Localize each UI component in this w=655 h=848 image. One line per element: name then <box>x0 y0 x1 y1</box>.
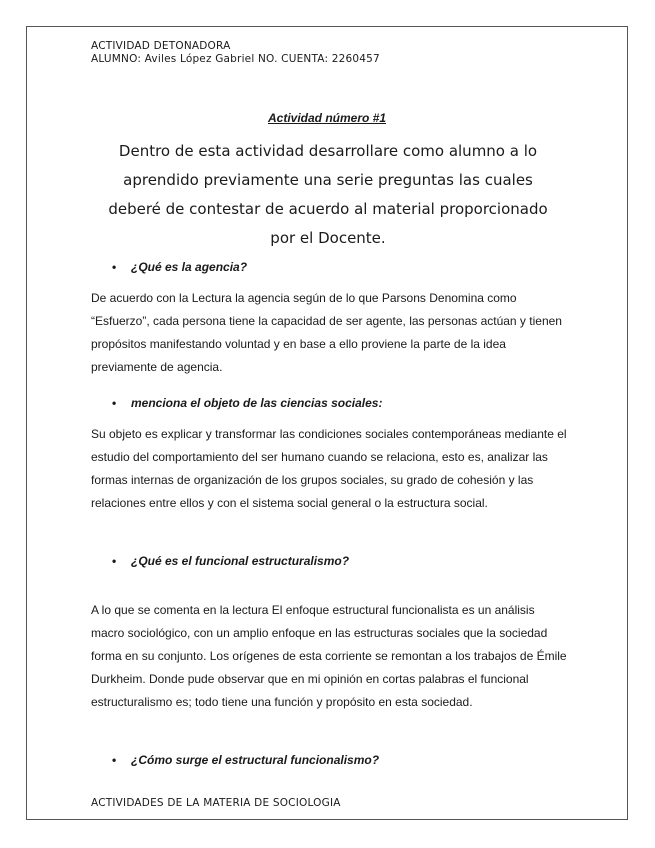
bullet-icon: • <box>112 260 117 274</box>
question-agencia <box>112 260 247 274</box>
question-text: ¿Cómo surge el estructural funcionalismo? <box>131 753 380 767</box>
question-text: ¿Qué es el funcional estructuralismo? <box>131 554 350 568</box>
activity-title: Actividad número #1 <box>267 111 387 125</box>
header-activity-line: ACTIVIDAD DETONADORA <box>91 40 231 52</box>
document-footer: ACTIVIDADES DE LA MATERIA DE SOCIOLOGIA <box>91 797 341 809</box>
bullet-icon: • <box>112 396 117 410</box>
intro-paragraph: Dentro de esta actividad desarrollare como alumno a lo aprendido previamente una serie preguntas las cuales deberé de contestar de acuerdo al material proporcionado por el Docente. <box>108 142 548 247</box>
document-page <box>26 26 628 820</box>
bullet-icon: • <box>112 753 117 767</box>
answer-funcional-estructuralismo: A lo que se comenta en la lectura El enfoque estructural funcionalista es un análisis macro sociológico, con un amplio enfoque en las estructuras sociales que la sociedad forma en su conjunto. Los orígenes de esta corriente se remontan a los trabajos de Émile Durkheim. Donde pude observar que en mi opinión en cortas palabras el funcional estructuralismo es; todo tiene una función y propósito en esta sociedad. <box>91 603 567 709</box>
question-objeto-ciencias-sociales <box>112 396 382 410</box>
answer-agencia: De acuerdo con la Lectura la agencia según de lo que Parsons Denomina como “Esfuerzo”, cada persona tiene la capacidad de ser agente, las personas actúan y tienen propósitos manifestando voluntad y en base a ello proviene la parte de la idea previamente de agencia. <box>91 291 562 374</box>
question-funcional-estructuralismo <box>112 554 349 568</box>
header-student-line: ALUMNO: Aviles López Gabriel NO. CUENTA: 2260457 <box>91 53 380 65</box>
question-surge-estructural-funcionalismo <box>112 753 379 767</box>
bullet-icon: • <box>112 554 117 568</box>
question-text: ¿Qué es la agencia? <box>131 260 248 274</box>
document-header <box>91 40 380 66</box>
answer-objeto-ciencias-sociales: Su objeto es explicar y transformar las condiciones sociales contemporáneas mediante el estudio del comportamiento del ser humano cuando se relaciona, esto es, analizar las formas internas de organización de los grupos sociales, su grado de cohesión y las relaciones entre ellos y con el sistema social general o la estructura social. <box>91 427 567 510</box>
question-text: menciona el objeto de las ciencias sociales: <box>131 396 383 410</box>
